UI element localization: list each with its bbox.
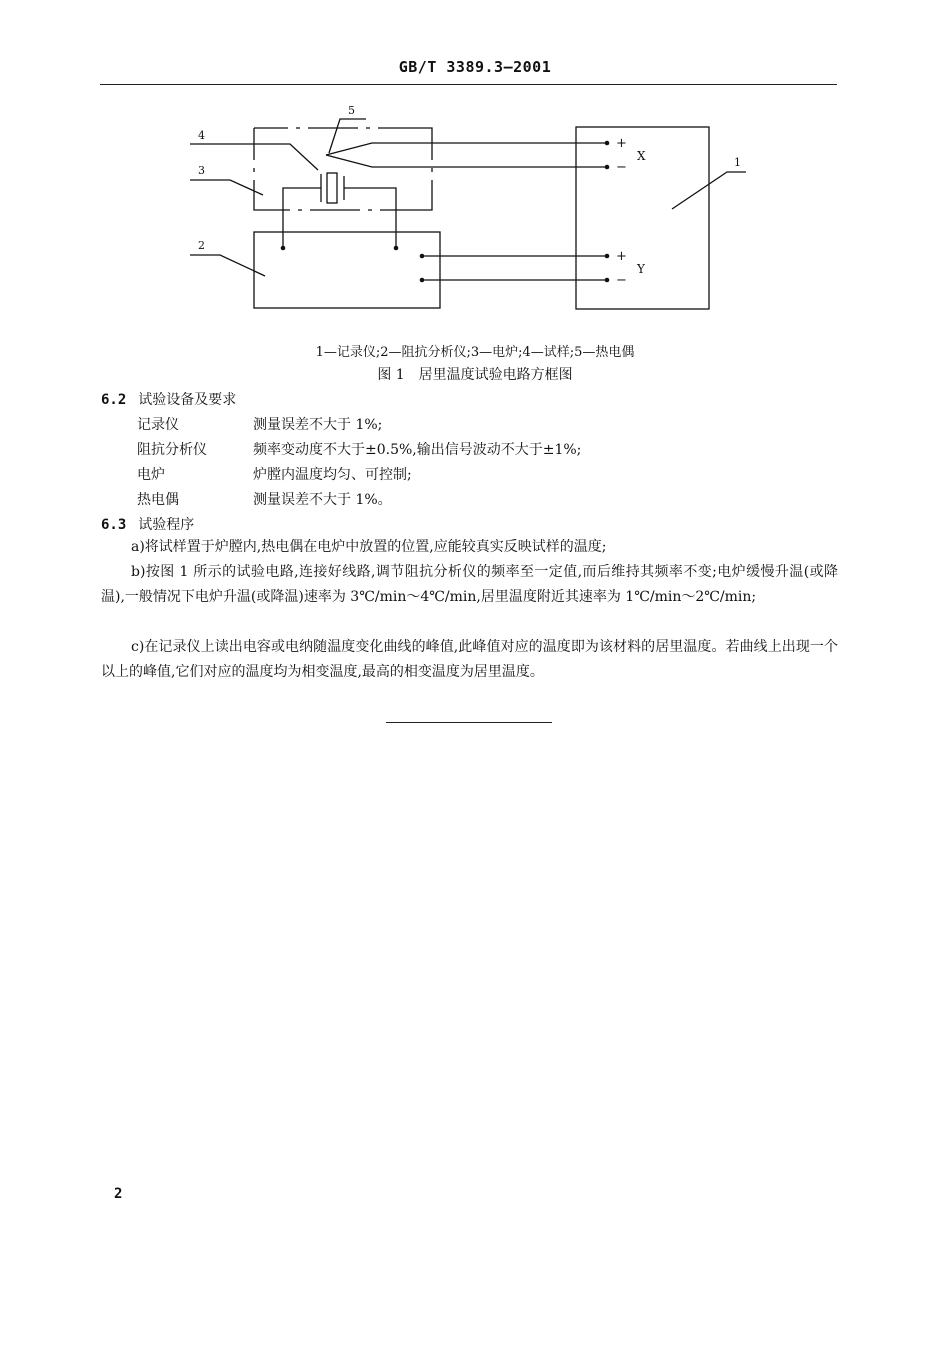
equipment-name: 热电偶 [137,492,179,508]
callout-5: 5 [348,104,355,117]
sample-lead-left [283,188,321,248]
callout-3: 3 [198,164,205,177]
page-number: 2 [114,1186,123,1202]
procedure-paragraph-a: a)将试样置于炉膛内,热电偶在电炉中放置的位置,应能较真实反映试样的温度; [131,539,607,555]
equipment-requirement: 炉膛内温度均匀、可控制; [253,467,412,483]
thermocouple [326,143,607,167]
callout-3-leader [190,180,263,195]
x-minus-label: − [616,160,627,175]
sample-body [327,173,337,203]
procedure-paragraph-b: b)按图 1 所示的试验电路,连接好线路,调节阻抗分析仪的频率至一定值,而后维持其频率不变;电炉缓慢升温(或降温),一般情况下电炉升温(或降温)速率为 3℃/min～4℃/min,居里温度附近其速率为 1℃/min～2℃/min; [101,564,838,605]
page-header-title: GB/T 3389.3—2001 [398,58,552,76]
section-6-3-heading [101,514,194,534]
equipment-requirement: 测量误差不大于 1%; [253,417,383,433]
y-minus-label: − [616,273,627,288]
callout-1: 1 [734,156,741,169]
equipment-name: 阻抗分析仪 [137,442,207,458]
equipment-requirement: 测量误差不大于 1%。 [253,492,392,508]
end-rule [386,722,552,723]
y-plus-label: + [616,249,627,264]
circuit-diagram [0,0,950,330]
sample-lead-right [344,188,396,248]
callout-5-leader [329,119,366,153]
callout-2: 2 [198,239,205,252]
section-title: 试验程序 [138,517,195,533]
section-number: 6.3 [101,517,127,533]
section-number: 6.2 [101,392,127,408]
y-channel-label: Y [637,262,645,276]
equipment-name: 记录仪 [137,417,179,433]
callout-4: 4 [198,129,205,142]
equipment-requirement: 频率变动度不大于±0.5%,输出信号波动不大于±1%; [253,442,582,458]
equipment-name: 电炉 [137,467,165,483]
furnace-box [254,128,432,210]
section-6-2-heading [101,389,236,409]
x-plus-label: + [616,136,627,151]
x-channel-label: X [637,149,646,163]
impedance-analyzer-box [254,232,440,308]
procedure-paragraph-c: c)在记录仪上读出电容或电纳随温度变化曲线的峰值,此峰值对应的温度即为该材料的居里温度。若曲线上出现一个以上的峰值,它们对应的温度均为相变温度,最高的相变温度为居里温度。 [101,639,838,680]
figure-caption: 图 1 居里温度试验电路方框图 [377,367,573,383]
figure-legend: 1—记录仪;2—阻抗分析仪;3—电炉;4—试样;5—热电偶 [315,345,635,360]
section-title: 试验设备及要求 [138,392,237,408]
